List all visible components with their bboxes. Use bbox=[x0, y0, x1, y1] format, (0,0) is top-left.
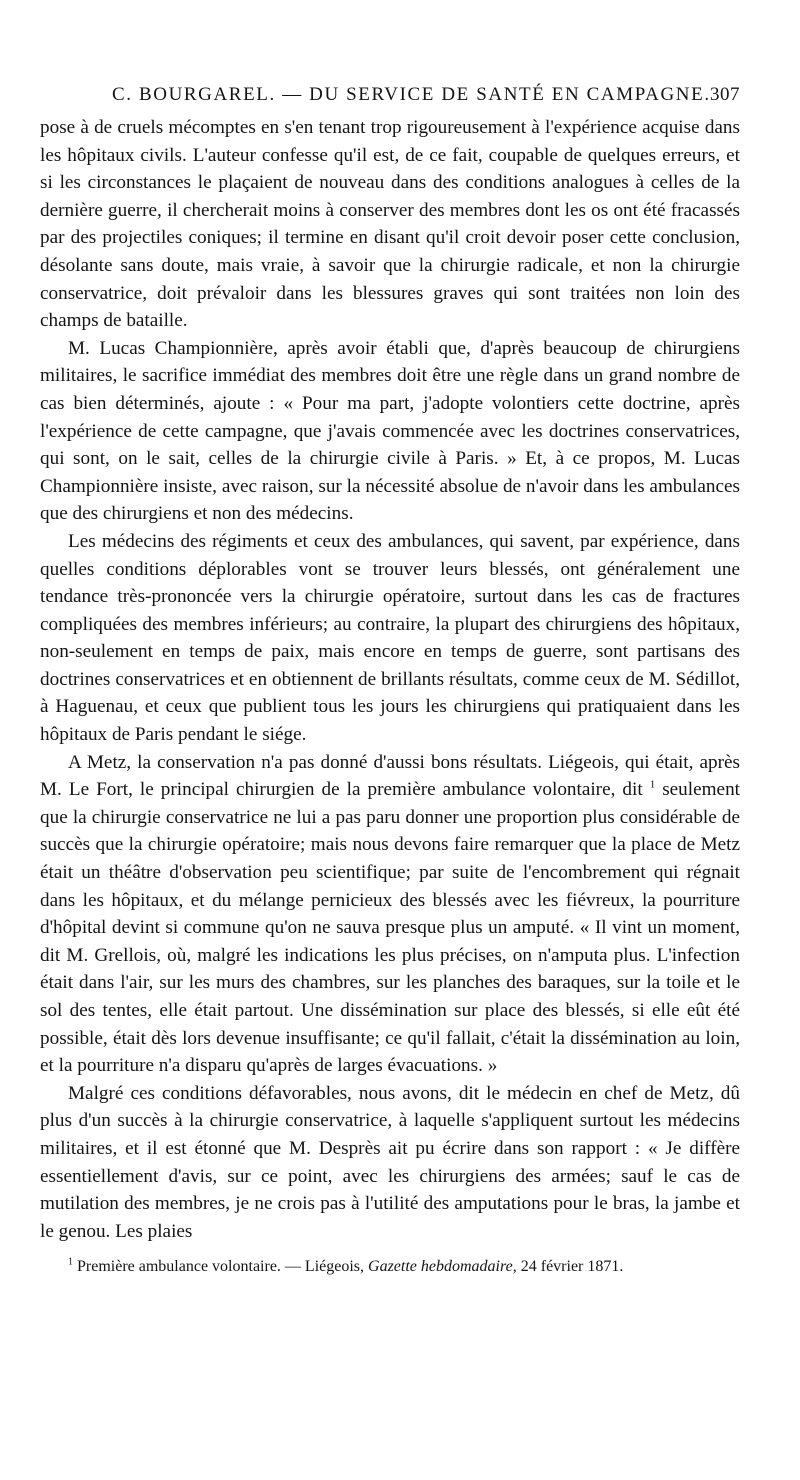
paragraph-2: M. Lucas Championnière, après avoir établi que, d'après beaucoup de chirurgiens militaires, le sacrifice immédiat des membres doit être une règle dans un grand nombre de cas bien déterminés, ajoute : « Pour ma part, j'adopte volontiers cette doctrine, après l'expérience de cette campagne, que j'avais commencée avec les doctrines conservatrices, qui sont, on le sait, celles de la chirurgie civile à Paris. » Et, à ce propos, M. Lucas Championnière insiste, avec raison, sur la nécessité absolue de n'avoir dans les ambulances que des chirurgiens et non des médecins. bbox=[40, 337, 740, 525]
paragraph-4 bbox=[40, 749, 740, 1080]
running-title: C. BOURGAREL. — DU SERVICE DE SANTÉ EN CAMPAGNE. bbox=[112, 84, 711, 105]
footnote-text-before: Première ambulance volontaire. — Liégeois, bbox=[77, 1258, 365, 1276]
running-header bbox=[40, 84, 740, 110]
paragraph-4-rest: seulement que la chirurgie conservatrice ne lui a pas paru donner une proportion plus considérable de succès que la chirurgie opératoire; mais nous devons faire remarquer que la place de Metz était un théâtre d'observation peu scientifique; par suite de l'encombrement qui régnait dans les hôpitaux, et du mélange pernicieux des blessés avec les fiévreux, la pourriture d'hôpital devint si commune qu'on ne sauva presque plus un amputé. « Il vint un moment, dit M. Grellois, où, malgré les indications les plus précises, on n'amputa plus. L'infection était dans l'air, sur les murs des chambres, sur les planches des baraques, sur la toile et le sol des tentes, elle était partout. Une dissémination sur place des blessés, si elle eût été possible, était dès lors devenue insuffisante; ce qu'il fallait, c'était la dissémination au loin, et la pourriture n'a disparu qu'après de larges évacuations. » bbox=[40, 779, 740, 1077]
footnote-number: 1 bbox=[68, 1257, 73, 1269]
page-number: 307 bbox=[710, 84, 740, 105]
footnote bbox=[40, 1257, 740, 1277]
paragraph-5: Malgré ces conditions défavorables, nous avons, dit le médecin en chef de Metz, dû plus d'un succès à la chirurgie conservatrice, à laquelle s'appliquent surtout les médecins militaires, et il est étonné que M. Desprès ait pu écrire dans son rapport : « Je diffère essentiellement d'avis, sur ce point, avec les chirurgiens des armées; sauf le cas de mutilation des membres, je ne crois pas à l'utilité des amputations pour le bras, la jambe et le genou. Les plaies bbox=[40, 1082, 740, 1242]
paragraph-3: Les médecins des régiments et ceux des ambulances, qui savent, par expérience, dans quelles conditions déplorables vont se trouver leurs blessés, ont généralement une tendance très-prononcée vers la chirurgie opératoire, surtout dans les cas de fractures compliquées des membres inférieurs; au contraire, la plupart des chirurgiens des hôpitaux, non-seulement en temps de paix, mais encore en temps de guerre, sont partisans des doctrines conservatrices et en obtiennent de brillants résultats, comme ceux de M. Sédillot, à Haguenau, et ceux que publient tous les jours les chirurgiens qui pratiquaient dans les hôpitaux de Paris pendant le siége. bbox=[40, 530, 740, 746]
paragraph-1: pose à de cruels mécomptes en s'en tenant trop rigoureusement à l'expérience acquise dans les hôpitaux civils. L'auteur confesse qu'il est, de ce fait, coupable de quelques erreurs, et si les circonstances le plaçaient de nouveau dans des conditions analogues à celles de la dernière guerre, il chercherait moins à conserver des membres dont les os ont été fracassés par des projectiles coniques; il termine en disant qu'il croit devoir poser cette conclusion, désolante sans doute, mais vraie, à savoir que la chirurgie radicale, et non la chirurgie conservatrice, doit prévaloir dans les blessures graves qui sont traitées non loin des champs de bataille. bbox=[40, 117, 740, 332]
footnote-text-after: 24 février 1871. bbox=[520, 1258, 624, 1276]
footnote-reference: 1 bbox=[649, 778, 656, 791]
paragraph-4-start: A Metz, la conservation n'a pas donné d'aussi bons résultats. Liégeois, qui était, après M. Le Fort, le principal chirurgien de la première ambulance volontaire, dit bbox=[40, 751, 740, 801]
footnote-journal: Gazette hebdomadaire, bbox=[368, 1258, 517, 1276]
book-page bbox=[40, 84, 740, 1277]
